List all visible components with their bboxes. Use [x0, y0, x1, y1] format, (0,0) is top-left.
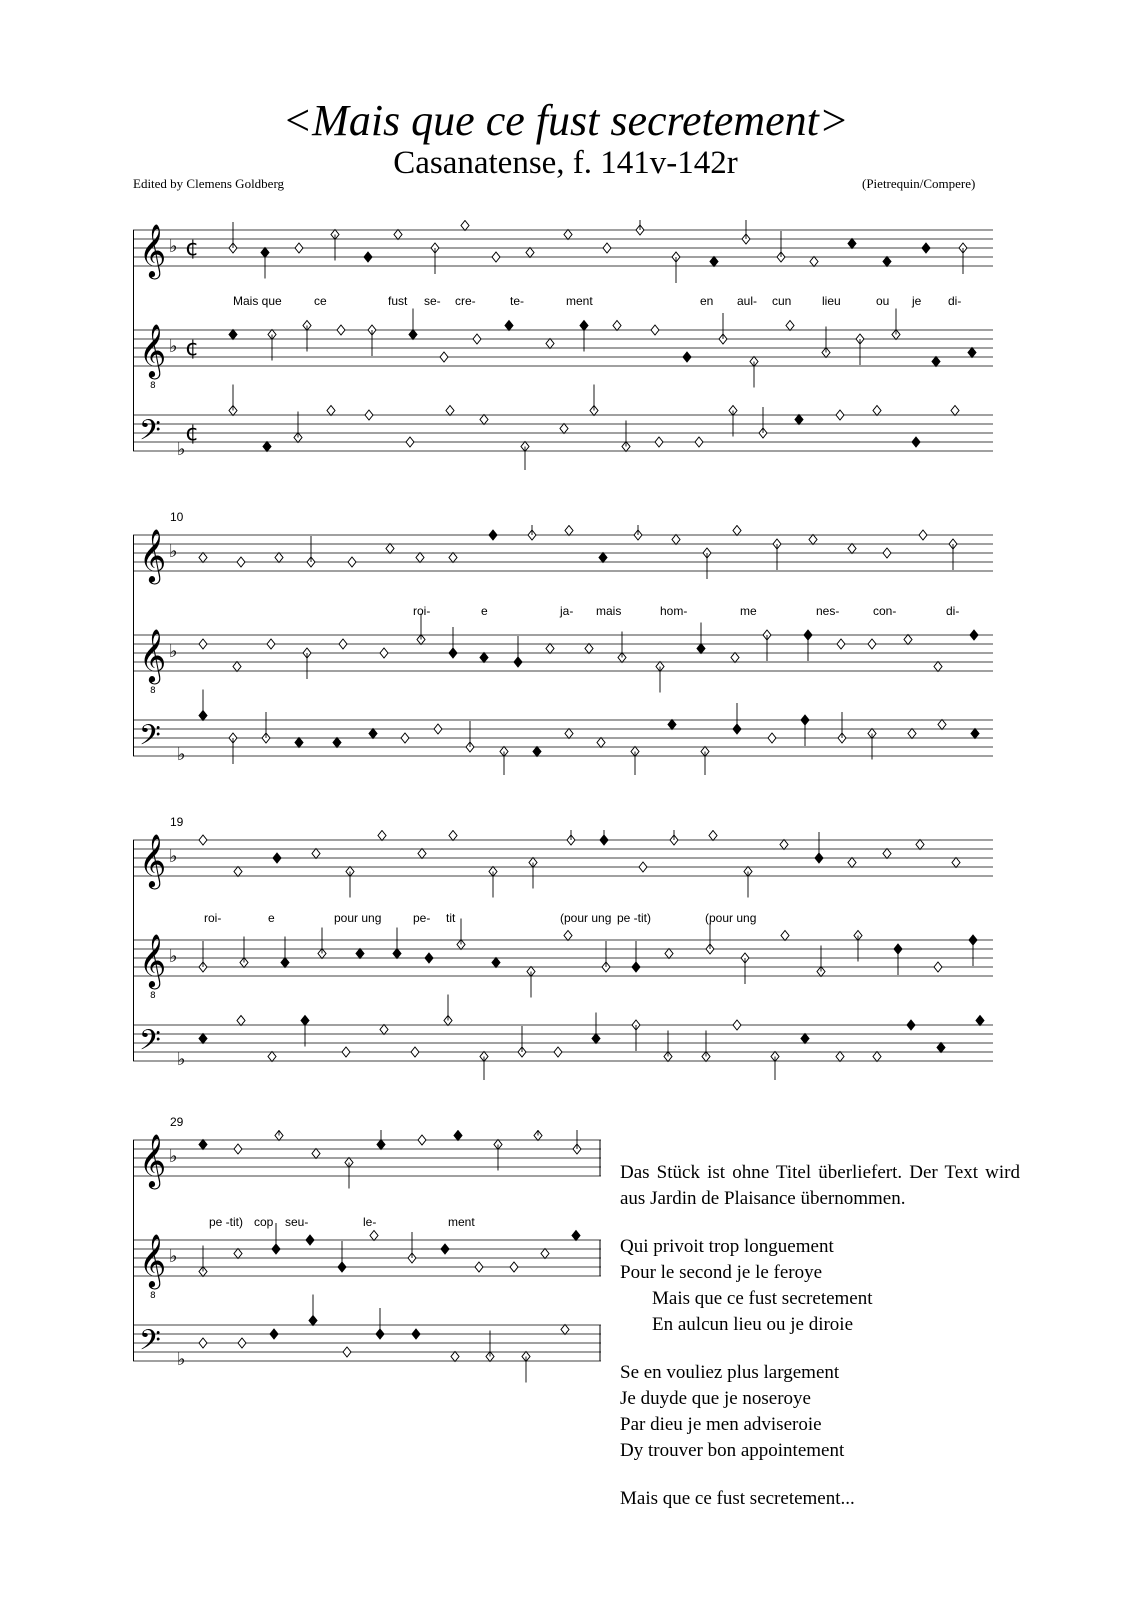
- lyric-syllable: nes-: [816, 604, 840, 618]
- note-head: [810, 257, 818, 267]
- note-head: [665, 949, 673, 959]
- flat-sign: ♭: [169, 236, 178, 257]
- verse-line: Pour le second je le feroye: [620, 1262, 823, 1283]
- treble-clef: 𝄞: [139, 628, 167, 682]
- octave-mark: 8: [150, 381, 156, 391]
- note-head: [295, 243, 303, 253]
- bass-clef: 𝄢: [139, 719, 161, 759]
- note-head: [401, 733, 409, 743]
- lyric-syllable: ja-: [560, 604, 574, 618]
- note-head: [836, 1052, 844, 1062]
- treble-clef: 𝄞: [139, 528, 167, 582]
- note-head: [934, 962, 942, 972]
- note-head: [533, 747, 541, 757]
- note-head: [234, 867, 242, 877]
- measure-number: 10: [170, 510, 184, 524]
- flat-sign: ♭: [169, 541, 178, 562]
- flat-sign: ♭: [177, 1349, 186, 1370]
- lyric-syllable: aul-: [737, 294, 758, 308]
- note-head: [199, 639, 207, 649]
- note-head: [526, 248, 534, 258]
- note-head: [561, 1325, 569, 1335]
- lyric-syllable: pe -tit): [617, 911, 652, 925]
- lyric-syllable: roi-: [413, 604, 431, 618]
- note-head: [597, 738, 605, 748]
- note-head: [795, 415, 803, 425]
- note-head: [505, 321, 513, 331]
- note-head: [733, 526, 741, 536]
- note-head: [441, 1244, 449, 1254]
- treble-clef: 𝄞: [139, 833, 167, 887]
- bass-clef: 𝄢: [139, 1024, 161, 1064]
- staff-group-1: [133, 220, 993, 470]
- note-head: [273, 853, 281, 863]
- lyric-syllable: ment: [448, 1215, 475, 1229]
- lyric-syllable: (pour ung: [705, 911, 757, 925]
- note-head: [480, 653, 488, 663]
- note-head: [229, 330, 237, 340]
- lyric-syllable: se-: [424, 294, 441, 308]
- note-head: [510, 1262, 518, 1272]
- treble-clef: 𝄞: [139, 1233, 167, 1287]
- note-head: [365, 410, 373, 420]
- note-head: [454, 1131, 462, 1141]
- note-head: [672, 535, 680, 545]
- lyric-syllable: cop: [254, 1215, 274, 1229]
- note-head: [492, 958, 500, 968]
- note-head: [883, 548, 891, 558]
- note-head: [683, 352, 691, 362]
- note-head: [199, 835, 207, 845]
- note-head: [199, 1338, 207, 1348]
- note-head: [348, 557, 356, 567]
- lyric-syllable: ment: [566, 294, 593, 308]
- note-head: [952, 858, 960, 868]
- note-head: [380, 1025, 388, 1035]
- note-head: [199, 553, 207, 563]
- verse-line: Se en vouliez plus largement: [620, 1362, 840, 1383]
- note-head: [312, 849, 320, 859]
- note-head: [480, 415, 488, 425]
- note-head: [394, 230, 402, 240]
- note-head: [451, 1352, 459, 1362]
- flat-sign: ♭: [177, 1049, 186, 1070]
- lyric-syllable: con-: [873, 604, 897, 618]
- note-head: [768, 733, 776, 743]
- verse-line: Par dieu je men adviseroie: [620, 1414, 822, 1435]
- note-head: [801, 1034, 809, 1044]
- note-head: [970, 630, 978, 640]
- note-head: [786, 321, 794, 331]
- note-head: [932, 357, 940, 367]
- bass-clef: 𝄢: [139, 414, 161, 454]
- score-system-4: [133, 1130, 603, 1390]
- note-head: [312, 1149, 320, 1159]
- editor-credit: Edited by Clemens Goldberg: [133, 176, 285, 191]
- note-head: [364, 252, 372, 262]
- flat-sign: ♭: [177, 744, 186, 765]
- verse-line: Mais que ce fust secretement...: [620, 1488, 855, 1509]
- note-head: [237, 1016, 245, 1026]
- note-head: [873, 1052, 881, 1062]
- flat-sign: ♭: [169, 641, 178, 662]
- page-subtitle: Casanatense, f. 141v-142r: [393, 145, 738, 181]
- note-head: [234, 1249, 242, 1259]
- note-head: [919, 530, 927, 540]
- treble-clef: 𝄞: [139, 223, 167, 277]
- note-head: [541, 1249, 549, 1259]
- mensuration-sign: ¢: [185, 236, 199, 261]
- lyric-syllable: fust: [388, 294, 408, 308]
- note-head: [564, 230, 572, 240]
- lyric-syllable: mais: [596, 604, 622, 618]
- note-head: [342, 1047, 350, 1057]
- lyric-syllable: seu-: [285, 1215, 309, 1229]
- note-head: [907, 1020, 915, 1030]
- page-title: <Mais que ce fust secretement>: [282, 96, 849, 145]
- note-head: [449, 553, 457, 563]
- lyric-syllable: tit: [446, 911, 456, 925]
- note-head: [333, 738, 341, 748]
- flat-sign: ♭: [169, 946, 178, 967]
- lyric-syllable: pe -tit): [209, 1215, 244, 1229]
- note-head: [883, 257, 891, 267]
- measure-number: 29: [170, 1115, 184, 1129]
- note-head: [440, 352, 448, 362]
- lyric-syllable: roi-: [204, 911, 222, 925]
- note-head: [733, 1020, 741, 1030]
- note-head: [868, 639, 876, 649]
- note-head: [416, 553, 424, 563]
- flat-sign: ♭: [177, 439, 186, 460]
- note-head: [418, 1135, 426, 1145]
- flat-sign: ♭: [169, 336, 178, 357]
- lyric-syllable: di-: [948, 294, 962, 308]
- note-head: [565, 729, 573, 739]
- note-head: [639, 862, 647, 872]
- lyric-syllable: hom-: [660, 604, 688, 618]
- lyric-syllable: le-: [363, 1215, 377, 1229]
- note-head: [489, 530, 497, 540]
- lyric-syllable: pour ung: [334, 911, 382, 925]
- lyric-syllable: e: [481, 604, 488, 618]
- note-head: [731, 653, 739, 663]
- note-head: [327, 406, 335, 416]
- staff-group-2: [133, 525, 993, 775]
- note-head: [968, 348, 976, 358]
- note-head: [546, 339, 554, 349]
- note-head: [848, 544, 856, 554]
- note-head: [418, 849, 426, 859]
- mensuration-sign: ¢: [185, 336, 199, 361]
- note-head: [912, 437, 920, 447]
- note-head: [339, 639, 347, 649]
- note-head: [848, 239, 856, 249]
- note-head: [937, 1043, 945, 1053]
- note-head: [492, 252, 500, 262]
- flat-sign: ♭: [169, 846, 178, 867]
- note-head: [369, 729, 377, 739]
- note-head: [425, 953, 433, 963]
- note-head: [904, 635, 912, 645]
- note-head: [263, 442, 271, 452]
- score-system-1: [133, 220, 993, 470]
- note-head: [883, 849, 891, 859]
- verse-line: Qui privoit trop longuement: [620, 1236, 834, 1257]
- note-head: [651, 325, 659, 335]
- note-head: [710, 257, 718, 267]
- note-head: [434, 724, 442, 734]
- note-head: [199, 1140, 207, 1150]
- note-head: [695, 437, 703, 447]
- note-head: [238, 1338, 246, 1348]
- note-head: [572, 1231, 580, 1241]
- note-head: [564, 931, 572, 941]
- treble-clef: 𝄞: [139, 323, 167, 377]
- note-head: [873, 406, 881, 416]
- flat-sign: ♭: [169, 1246, 178, 1267]
- note-head: [356, 949, 364, 959]
- lyric-syllable: di-: [946, 604, 960, 618]
- lyric-syllable: (pour ung: [560, 911, 612, 925]
- treble-clef: 𝄞: [139, 1133, 167, 1187]
- note-head: [655, 437, 663, 447]
- note-head: [781, 931, 789, 941]
- lyric-syllable: en: [700, 294, 714, 308]
- note-head: [378, 831, 386, 841]
- note-head: [599, 553, 607, 563]
- note-head: [565, 526, 573, 536]
- note-head: [922, 243, 930, 253]
- note-head: [709, 831, 717, 841]
- note-head: [268, 1052, 276, 1062]
- score-system-3: [133, 830, 993, 1080]
- note-head: [836, 410, 844, 420]
- note-head: [386, 544, 394, 554]
- note-head: [380, 648, 388, 658]
- lyric-syllable: ce: [314, 294, 327, 308]
- note-head: [461, 221, 469, 231]
- commentary: [620, 1160, 1020, 1512]
- note-head: [848, 858, 856, 868]
- lyric-syllable: pe-: [413, 911, 431, 925]
- verse-line: Dy trouver bon appointement: [620, 1440, 845, 1461]
- lyric-syllable: te-: [510, 294, 525, 308]
- note-head: [475, 1262, 483, 1272]
- note-head: [270, 1329, 278, 1339]
- octave-mark: 8: [150, 991, 156, 1001]
- note-head: [837, 639, 845, 649]
- note-head: [971, 729, 979, 739]
- note-head: [446, 406, 454, 416]
- bass-clef: 𝄢: [139, 1324, 161, 1364]
- note-head: [780, 840, 788, 850]
- measure-number: 19: [170, 815, 184, 829]
- note-head: [234, 1144, 242, 1154]
- note-head: [546, 644, 554, 654]
- note-head: [585, 644, 593, 654]
- octave-mark: 8: [150, 686, 156, 696]
- note-head: [306, 1235, 314, 1245]
- note-head: [449, 831, 457, 841]
- note-head: [976, 1016, 984, 1026]
- verse-line: Je duyde que je noseroye: [620, 1388, 811, 1409]
- note-head: [560, 424, 568, 434]
- note-head: [275, 553, 283, 563]
- note-head: [938, 720, 946, 730]
- note-head: [406, 437, 414, 447]
- note-head: [951, 406, 959, 416]
- note-head: [916, 840, 924, 850]
- note-head: [295, 738, 303, 748]
- mensuration-sign: ¢: [185, 421, 199, 446]
- lyric-syllable: e: [268, 911, 275, 925]
- lyric-syllable: je: [912, 294, 922, 308]
- lyric-syllable: ou: [876, 294, 890, 308]
- lyric-syllable: cun: [772, 294, 792, 308]
- note-head: [199, 1034, 207, 1044]
- score-system-2: [133, 525, 993, 775]
- composer-attribution: (Pietrequin/Compere): [862, 176, 976, 191]
- lyric-syllable: cre-: [455, 294, 476, 308]
- note-head: [343, 1347, 351, 1357]
- note-head: [473, 334, 481, 344]
- lyric-syllable: me: [740, 604, 757, 618]
- staff-group-3: [133, 830, 993, 1080]
- octave-mark: 8: [150, 1291, 156, 1301]
- edition-note: Das Stück ist ohne Titel überliefert. Der Text wird aus Jardin de Plaisance übernommen.: [620, 1162, 1020, 1209]
- note-head: [809, 535, 817, 545]
- treble-clef: 𝄞: [139, 933, 167, 987]
- note-head: [908, 729, 916, 739]
- lyric-syllable: lieu: [822, 294, 841, 308]
- note-head: [412, 1329, 420, 1339]
- note-head: [603, 243, 611, 253]
- note-head: [233, 662, 241, 672]
- note-head: [934, 662, 942, 672]
- note-head: [237, 557, 245, 567]
- verse-line: Mais que ce fust secretement: [652, 1288, 873, 1309]
- staff-group-4: [133, 1130, 603, 1390]
- verse-line: En aulcun lieu ou je diroie: [652, 1314, 854, 1335]
- note-head: [554, 1047, 562, 1057]
- lyric-syllable: Mais que: [233, 294, 282, 308]
- flat-sign: ♭: [169, 1146, 178, 1167]
- note-head: [337, 325, 345, 335]
- note-head: [668, 720, 676, 730]
- note-head: [613, 321, 621, 331]
- note-head: [411, 1047, 419, 1057]
- note-head: [267, 639, 275, 649]
- note-head: [370, 1231, 378, 1241]
